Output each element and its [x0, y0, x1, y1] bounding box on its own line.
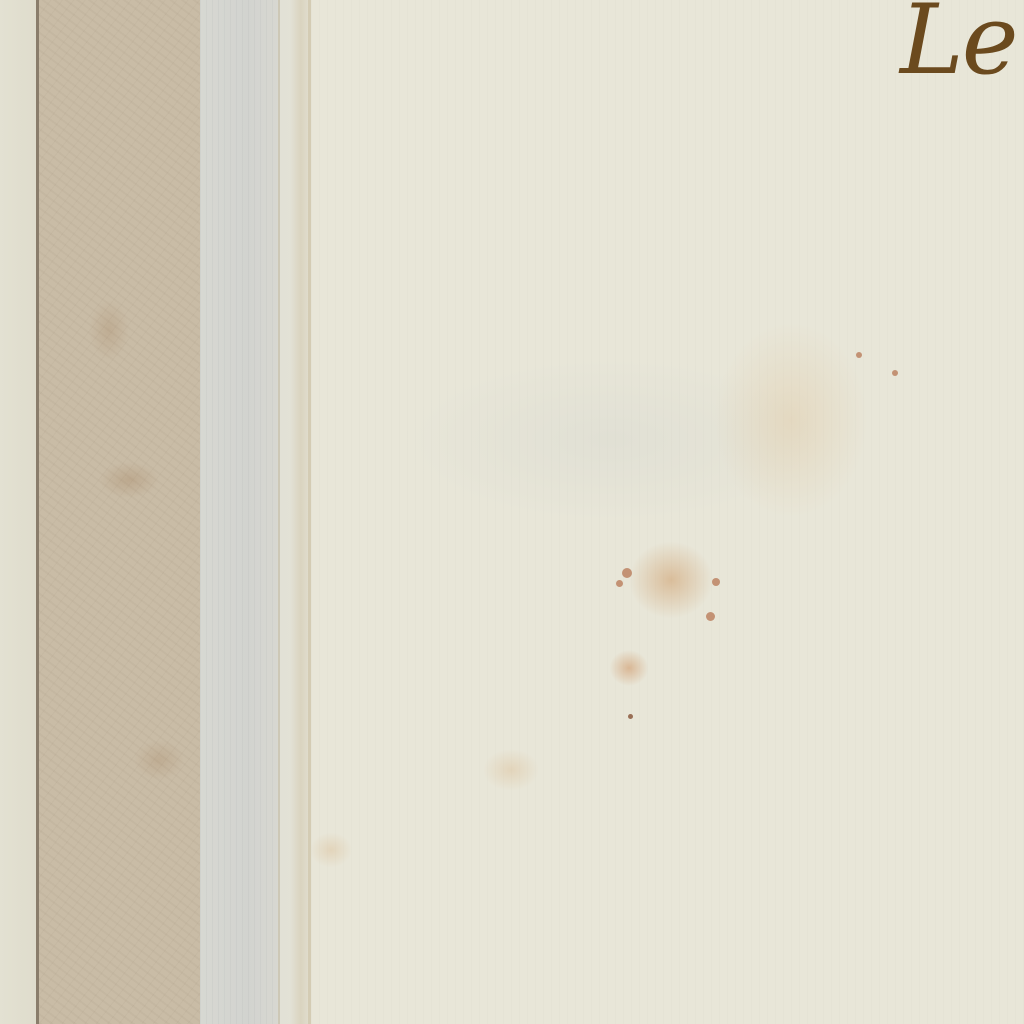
- manuscript-page: [308, 0, 1024, 1024]
- foxing-spot: [628, 714, 633, 719]
- guard-strip: [200, 0, 280, 1024]
- foxing-spot: [712, 578, 720, 586]
- foxing-spot: [622, 568, 632, 578]
- foxing-spot: [892, 370, 898, 376]
- binding-spine: [36, 0, 211, 1024]
- foxing-spot: [706, 612, 715, 621]
- foxing-spot: [616, 580, 623, 587]
- handwritten-text-fragment: Le: [900, 0, 1017, 96]
- foxing-spot: [856, 352, 862, 358]
